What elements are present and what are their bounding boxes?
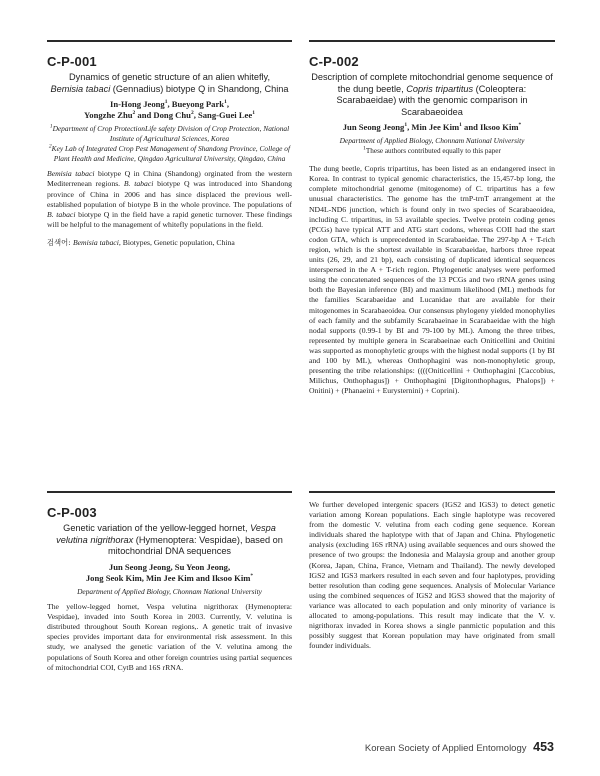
abstract-body: The dung beetle, Copris tripartitus, has been listed as an endangered insect in Korea. In contrast to typical genomic characteristics, the 15,457-bp long, the complete mitochondrial genome (mitogenome) of C. tripartitus has a few unusual characteristics. The genome has the trnP-trnT arrangement at the ND4L-ND6 junction, which is found only in two species of Scarabaeoidea, including C. tripartitus, in 53 available species. Twelve protein coding genes (PCGs) have typical ATT and ATG start codons, whereas COII had the start codon GTA, which is unprecedented in Scarabaeidae. The 297-bp A + T-rich region, which is the shortest available in Scarabaeidae, harbors three repeat units (26, 29, and 21 bp), each consisting of duplicated identical sequences interspersed in the A + T-rich region. Phylogenetic analyses were performed using the concatenated sequences of the 13 PCGs and two rRNA genes using both the Bayesian inference (BI) and maximum likelihood (ML) methods for the families Scarabaeidae and Lucanidae that are available for their mitogenomes in Scarabaeoidea. Our consensus phylogeny yielded monophylies of each family and the subfamily Scarabaeinae in Scarabaeidae with the high nodal supports (0.99-1 by BI and 79-100 by ML). Among the three tribes, represented by multiple genera in Scarabaeinae each Oniticellini and Onitini was supported as monophyletic groups with the highest nodal supports (1 by BI and 100 by ML), whereas Onthophagini was non-monophyletic group, presenting the tribe relationships: ((((Oniticellini + Onthophagini [Caccobius, Milichus, Onthophagus]) + Onthophagini [Digitonthophagus, Phalops]) + Onitini) + (Phanaeini + Eurysternini) + Coprini). (309, 164, 555, 396)
sup: 2 (132, 110, 136, 117)
sup: 1 (404, 122, 408, 129)
author: In-Hong Jeong (110, 99, 165, 109)
title-text: Dynamics of genetic structure of an alien whitefly, (68, 72, 271, 82)
title-italic: Bemisia tabaci (50, 83, 111, 94)
sup: * (250, 572, 254, 579)
italic: B. tabaci (123, 179, 154, 189)
author: Jun Seong Jeong (342, 122, 405, 132)
author: Jong Seok Kim, Min Jee Kim and Iksoo Kim (85, 572, 251, 583)
abstract-c-p-001 (47, 42, 292, 248)
abstract-c-p-002 (309, 42, 555, 396)
sup: 1 (49, 123, 53, 130)
title-text: Genetic variation of the yellow-legged hornet, (63, 523, 251, 533)
affiliation (47, 144, 292, 163)
page-number: 453 (533, 740, 554, 754)
keywords (47, 238, 292, 248)
title-text: (Gennadius) biotype Q in Shandong, China (110, 83, 289, 94)
author: , Min Jee Kim (407, 122, 460, 132)
author: and Dong Chu (135, 110, 191, 120)
abstract-title (47, 523, 292, 558)
abstract-c-p-003 (47, 493, 292, 673)
author: Yongzhe Zhu (84, 110, 133, 120)
keywords-label: 검색어: (47, 237, 73, 247)
sup: 1 (224, 99, 227, 106)
text: , Biotypes, Genetic population, China (118, 237, 235, 247)
text: biotype Q was introduced into Shandong province of China in 2006 and has since displaced the previous well-established population of biotype B in the whole province. The populations of (47, 179, 292, 209)
affiliation (47, 124, 292, 143)
sup: 1 (164, 99, 168, 106)
author: Jun Seong Jeong, Su Yeon Jeong, (108, 561, 231, 572)
affiliation: Department of Applied Biology, Chonnam National University (77, 586, 262, 596)
text: biotype Q in the field have a rapid genetic turnover. These findings will be helpful to the management of whitefly populations in the field. (47, 209, 292, 229)
authors (47, 562, 292, 584)
abstract-body (47, 169, 292, 230)
title-text: (Hymenoptera: Vespidae), based on mitochondrial DNA sequences (107, 534, 283, 556)
society-name: Korean Society of Applied Entomology (364, 743, 527, 754)
abstract-title (47, 72, 292, 95)
italic: B. tabaci (47, 209, 76, 219)
author: , Bueyong Park (167, 99, 225, 109)
abstract-title (309, 72, 555, 118)
affiliation-text: Department of Crop ProtectionLife safety Division of Crop Protection, National Institute of Agricultural Sciences, Korea (52, 124, 290, 143)
title-italic: Copris tripartitus (406, 83, 474, 94)
sup: * (518, 122, 522, 129)
sup: 2 (48, 143, 52, 150)
author: and Iksoo Kim (461, 122, 519, 132)
author: , Sang-Guei Lee (193, 110, 253, 120)
title-italic: Vespa velutina nigrithorax (56, 523, 276, 545)
footnote (309, 147, 555, 157)
affiliation-text: Key Lab of Integrated Crop Pest Management of Shandong Province, College of Plant Health and Medicine, Qingdao Agricultural University, Qingdao, China (51, 144, 291, 163)
abstract-code: C-P-002 (309, 54, 359, 69)
abstract-code: C-P-003 (47, 505, 97, 520)
title-text: Description of complete mitochondrial genome sequence of the dung beetle, (311, 72, 553, 94)
affiliation: Department of Applied Biology, Chonnam National University (339, 136, 525, 145)
section-rule (309, 491, 555, 493)
authors: In-Hong Jeong$^1$, Bueyong Park$^1$, Yongzhe Zhu$^2$ and Dong Chu$^2$, Sang-Guei Lee$^1$ (84, 99, 255, 120)
page-footer (365, 740, 554, 754)
abstract-code: C-P-001 (47, 54, 97, 69)
text: biotype Q in China (Shandong) orginated from the western Mediterrenean regions. (47, 169, 292, 189)
italic: Bemisia tabaci (72, 237, 119, 247)
sup: 1 (363, 145, 366, 152)
sup: 2 (190, 110, 194, 117)
italic: Bemisia tabaci (47, 169, 95, 179)
footnote-text: These authors contributed equally to this paper (365, 146, 501, 155)
title-text: (Coleoptera: Scarabaeidae) with the genomic comparison in Scarabaeoidea (336, 83, 528, 117)
sup: 1 (252, 110, 255, 117)
abstract-c-p-003-continued (309, 500, 555, 651)
abstract-body: We further developed intergenic spacers (IGS2 and IGS3) to detect genetic variation among Korean populations. Each single haplotype was recovered from the domestic V. velutina from each coding gene sequence. Korean individuals shared the haplotype with that of Japan and China. Phylogenetic analysis (excluding 16S rRNA) using available sequences and ours showed the presence of two groups: the Indonesia and Malaysia group and another group (Korea, Japan, China, France, Vietnam and Thailand). The newly developed IGS2 and IGS3 markers resulted in each seven and four haplotypes, providing better resolution than coding gene sequences. Analysis of Molecular Variance using the combined sequences of IGS2 and IGS3 showed that the majority of variance was allocated to each population and only minority of variance is allocated to among-populations. This result may indicate that the V. v. nigrithorax invaded in Korea shows a single panmictic population and this possibly suggest that Korean population may have originated from small founder individuals. (309, 500, 555, 651)
sup: 1 (459, 122, 462, 129)
abstract-body: The yellow-legged hornet, Vespa velutina nigrithorax (Hymenoptera: Vespidae), invaded into South Korea in 2003. Currently, V. velutina is distributed throughout South Korean regions,. A genetic trait of invasive species provides important data for environmental risk assessment. In this study, we analysed the genetic variation of the V. velutina among the populations of South Korea and other foreign countries using partial sequences of mitochondrial COI, CytB and 16S rRNA. (47, 602, 292, 672)
authors (309, 122, 555, 133)
